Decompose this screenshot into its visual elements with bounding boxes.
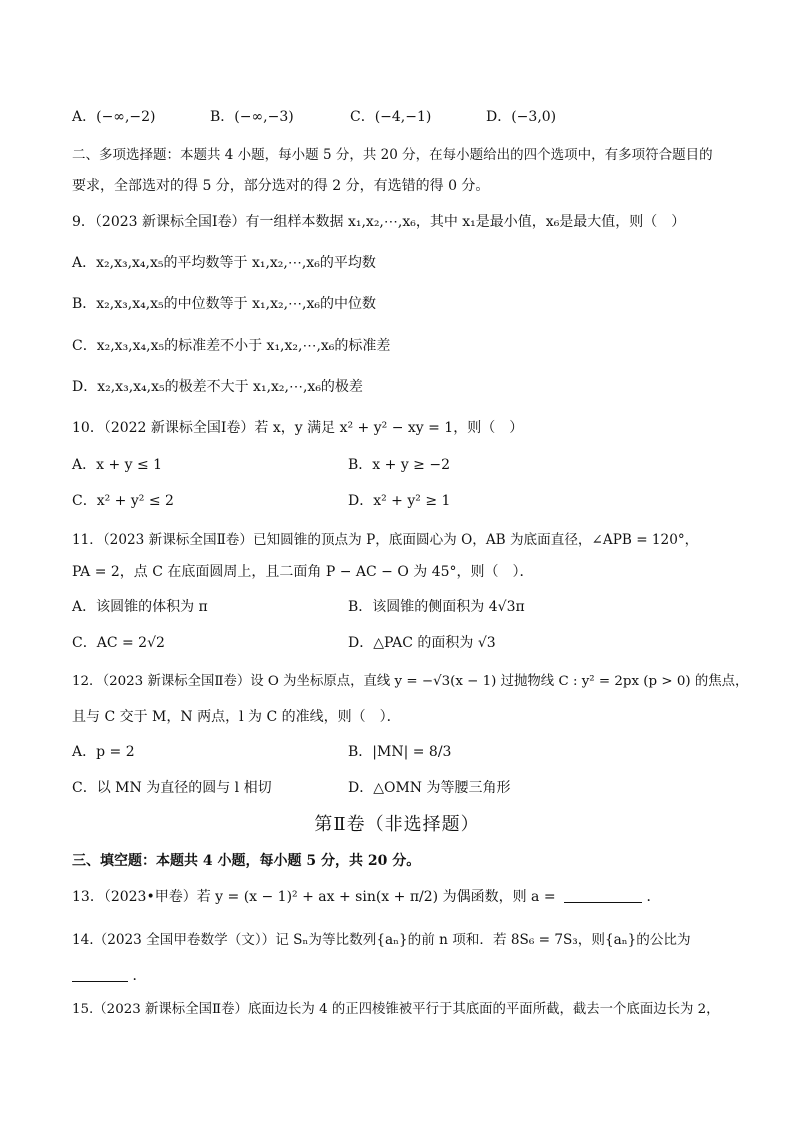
q9-option-d: D．x₂,x₃,x₄,x₅的极差不大于 x₁,x₂,⋯,x₆的极差 (72, 379, 363, 395)
q10-option-a: A．x + y ≤ 1 (72, 457, 163, 473)
section2-heading-line2: 要求，全部选对的得 5 分，部分选对的得 2 分，有选错的得 0 分。 (72, 178, 490, 194)
q9-option-b: B．x₂,x₃,x₄,x₅的中位数等于 x₁,x₂,⋯,x₆的中位数 (72, 296, 376, 312)
q10-options-row2 (72, 491, 732, 511)
q13-answer-blank[interactable] (564, 888, 642, 903)
q11-options-row2 (72, 633, 732, 653)
q12-options-row2 (72, 778, 732, 798)
q11-option-b: B．该圆锥的侧面积为 4√3π (348, 599, 525, 615)
q9-option-a: A．x₂,x₃,x₄,x₅的平均数等于 x₁,x₂,⋯,x₆的平均数 (72, 255, 376, 271)
q9-option-c: C．x₂,x₃,x₄,x₅的标准差不小于 x₁,x₂,⋯,x₆的标准差 (72, 338, 391, 354)
q8-option-b: B．(−∞,−3) (210, 109, 294, 125)
q8-option-a: A．(−∞,−2) (72, 109, 156, 125)
q8-option-c: C．(−4,−1) (350, 109, 432, 125)
q9-stem: 9．（2023 新课标全国Ⅰ卷）有一组样本数据 x₁,x₂,⋯,x₆，其中 x₁是最小值，x₆是最大值，则（ ） (72, 214, 686, 230)
q14-answer-line (72, 966, 146, 986)
part2-title: 第Ⅱ卷（非选择题） (314, 814, 480, 835)
q15-stem: 15.（2023 新课标全国Ⅱ卷）底面边长为 4 的正四棱锥被平行于其底面的平面所截，截去一个底面边长为 2， (72, 1002, 720, 1017)
q12-options-row1 (72, 742, 732, 762)
q12-stem-line2: 且与 C 交于 M，N 两点，l 为 C 的准线，则（ ）． (72, 709, 401, 725)
q13-stem-end: ． (646, 889, 661, 905)
q12-option-a: A．p = 2 (72, 744, 135, 760)
q10-option-d: D．x² + y² ≥ 1 (348, 493, 451, 509)
q8-options (72, 107, 732, 127)
q12-option-c: C．以 MN 为直径的圆与 l 相切 (72, 780, 272, 796)
q10-stem: 10．（2022 新课标全国Ⅰ卷）若 x，y 满足 x² + y² − xy = 1，则（ ） (72, 420, 524, 436)
q13-line (72, 887, 660, 907)
q11-stem-line2: PA = 2，点 C 在底面圆周上，且二面角 P − AC − O 为 45°，则（ ）． (72, 564, 534, 580)
q13-stem: 13．（2023•甲卷）若 y = (x − 1)² + ax + sin(x + π/2) 为偶函数，则 a = (72, 889, 556, 905)
q11-stem-line1: 11．（2023 新课标全国Ⅱ卷）已知圆锥的顶点为 P，底面圆心为 O，AB 为底面直径，∠APB = 120°， (72, 532, 699, 548)
q10-option-b: B．x + y ≥ −2 (348, 457, 450, 473)
q14-stem-end: ． (132, 968, 147, 984)
q12-option-d: D．△OMN 为等腰三角形 (348, 780, 511, 796)
q8-option-d: D．(−3,0) (486, 109, 557, 125)
q14-stem: 14.（2023 全国甲卷数学（文））记 Sₙ为等比数列{aₙ}的前 n 项和．若 8S₆ = 7S₃，则{aₙ}的公比为 (72, 932, 691, 948)
q12-stem-line1: 12．（2023 新课标全国Ⅱ卷）设 O 为坐标原点，直线 y = −√3(x − 1) 过抛物线 C : y² = 2px (p > 0) 的焦点， (72, 674, 749, 689)
section2-heading-line1: 二、多项选择题：本题共 4 小题，每小题 5 分，共 20 分，在每小题给出的四个选项中，有多项符合题目的 (72, 147, 713, 163)
q11-options-row1 (72, 597, 732, 617)
q11-option-a: A．该圆锥的体积为 π (72, 599, 208, 615)
section3-heading: 三、填空题：本题共 4 小题，每小题 5 分，共 20 分。 (72, 853, 421, 869)
q11-option-c: C．AC = 2√2 (72, 635, 165, 651)
q10-option-c: C．x² + y² ≤ 2 (72, 493, 174, 509)
q11-option-d: D．△PAC 的面积为 √3 (348, 635, 496, 651)
q12-option-b: B．|MN| = 8/3 (348, 744, 452, 760)
q10-options-row1 (72, 455, 732, 475)
q14-answer-blank[interactable] (72, 967, 128, 982)
